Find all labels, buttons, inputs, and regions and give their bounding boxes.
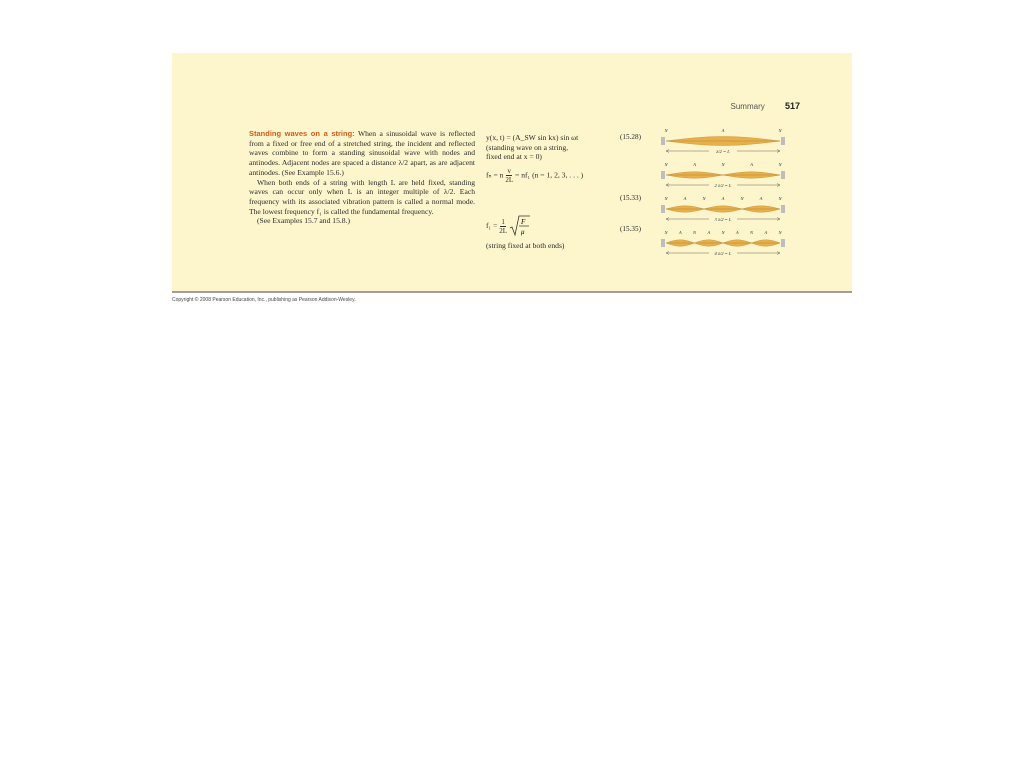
equation-15-35-lhs: f₁ =: [486, 220, 500, 230]
mode-4-length-label: 4 λ/2 = L: [714, 250, 732, 256]
mode-2-right-clamp: [781, 171, 785, 179]
mode-1-label-n: N: [778, 129, 782, 133]
mode-2-label-a: A: [693, 162, 696, 167]
equation-15-28-note-2: fixed end at x = 0): [486, 152, 542, 161]
mode-1-right-clamp: [781, 137, 785, 145]
mode-1-label-a: A: [721, 129, 725, 133]
summary-lead: When a sinusoidal wave is reflected from a fixed or free end of a stretched string, the incident and reflected waves combine to form a standing sinusoidal wave with nodes and antinodes. Adjacent nodes are spaced a distance λ/2 apart, as are adjacent antinodes. (See Example 15.6.): [249, 129, 475, 177]
summary-panel: [172, 53, 852, 291]
equation-15-35-numerator: 1: [501, 217, 505, 226]
mode-2-label-n: N: [721, 162, 725, 167]
mode-3-label-n: N: [664, 196, 668, 201]
equation-15-35-note: (string fixed at both ends): [486, 241, 565, 250]
equation-15-35-number: (15.35): [620, 225, 641, 233]
mode-3-label-a: A: [759, 196, 763, 201]
mode-3-label-n: N: [778, 196, 782, 201]
equation-15-33: [486, 167, 583, 184]
mode-3-label-a: A: [683, 196, 687, 201]
summary-heading: Standing waves on a string:: [249, 129, 355, 138]
summary-paragraph-3: (See Examples 15.7 and 15.8.): [257, 216, 351, 226]
summary-text: [249, 129, 475, 226]
equation-15-33-fraction: [505, 167, 513, 184]
summary-paragraph-2: When both ends of a string with length L are held fixed, standing waves can occur only when L is an integer multiple of λ/2. Each frequency with its associated vibration pattern is called a normal mode. The lowest frequency f₁ is called the fundamental frequency.: [249, 177, 475, 216]
mode-4-label-n: N: [749, 230, 754, 235]
equation-15-35-denominator: 2L: [499, 226, 508, 235]
equation-15-33-denominator: 2L: [505, 176, 514, 184]
mode-2-label-n: N: [664, 162, 668, 167]
equation-15-28-body: y(x, t) = (A_SW sin kx) sin ωt: [486, 133, 579, 142]
square-root-icon: [509, 215, 531, 237]
equation-15-33-lhs: fₙ = n: [486, 170, 504, 180]
mode-4-label-n: N: [721, 230, 725, 235]
page-number: 517: [784, 101, 800, 111]
section-title: Summary: [730, 102, 765, 111]
mode-1-label-n: N: [664, 129, 668, 133]
mode-1-length-label: λ/2 = L: [716, 148, 730, 154]
equation-15-28-number: (15.28): [620, 133, 641, 141]
mode-4-label-n: N: [692, 230, 697, 235]
mode-4-right-clamp: [781, 239, 785, 247]
mode-4-label-a: A: [764, 230, 768, 235]
mode-2-length-label: 2 λ/2 = L: [714, 182, 732, 188]
sqrt-denominator: μ: [520, 228, 525, 236]
copyright-notice: Copyright © 2008 Pearson Education, Inc., publishing as Pearson Addison-Wesley.: [172, 297, 356, 303]
mode-2-left-clamp: [661, 171, 665, 179]
equation-15-28: [486, 133, 578, 162]
mode-3-length-label: 3 λ/2 = L: [714, 216, 732, 222]
mode-1-left-clamp: [661, 137, 665, 145]
equation-15-35-sqrt: [509, 215, 531, 237]
equation-15-35: [486, 215, 564, 251]
mode-2-label-n: N: [778, 162, 782, 167]
mode-3-left-clamp: [661, 205, 665, 213]
equation-15-33-number: (15.33): [620, 194, 641, 202]
mode-3-label-a: A: [721, 196, 725, 201]
mode-4-label-a: A: [735, 230, 739, 235]
mode-4-label-n: N: [664, 230, 668, 235]
equation-15-33-rhs: = nf₁ (n = 1, 2, 3, . . . ): [515, 170, 584, 180]
mode-2-label-a: A: [750, 162, 753, 167]
mode-3-right-clamp: [781, 205, 785, 213]
mode-4-left-clamp: [661, 239, 665, 247]
summary-paragraph-1: [249, 129, 475, 178]
sqrt-numerator: F: [520, 218, 526, 226]
bottom-rule: [172, 291, 852, 293]
equation-15-35-fraction: [499, 218, 507, 235]
mode-3-label-n: N: [740, 196, 744, 201]
equation-15-33-numerator: v: [507, 167, 511, 175]
mode-3-label-n: N: [702, 196, 706, 201]
mode-4-label-n: N: [778, 230, 782, 235]
equation-15-28-note-1: (standing wave on a string,: [486, 142, 569, 152]
running-header: [731, 101, 801, 111]
mode-4-label-a: A: [678, 230, 682, 235]
normal-modes-diagram: [660, 129, 786, 267]
mode-4-label-a: A: [707, 230, 711, 235]
